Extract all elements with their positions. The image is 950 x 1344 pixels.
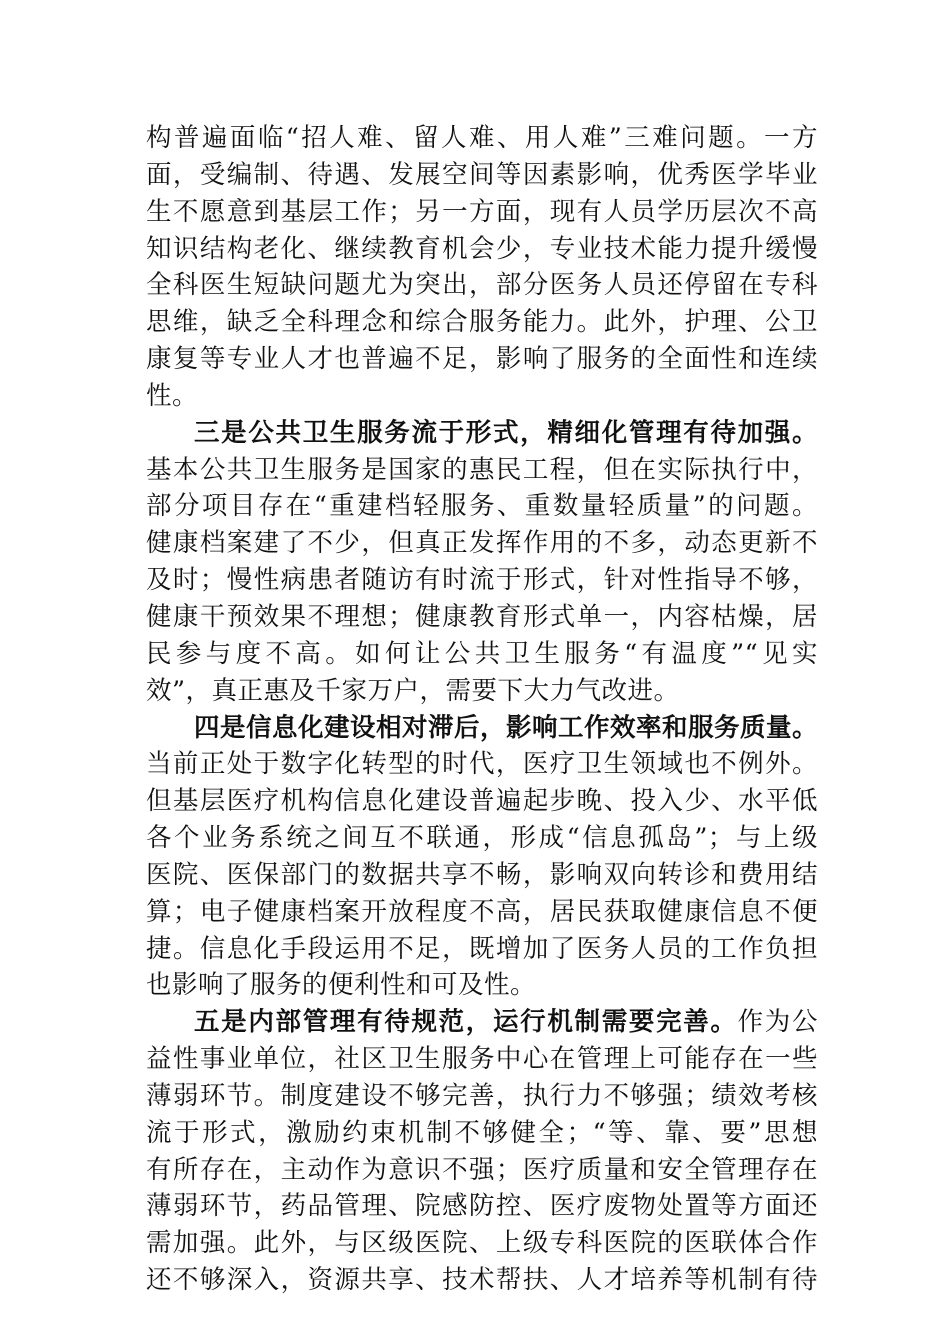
paragraph-line: 算；电子健康档案开放程度不高，居民获取健康信息不便 [146, 896, 818, 927]
paragraph-line: 知识结构老化、继续教育机会少，专业技术能力提升缓慢 [146, 233, 818, 264]
document-page [146, 120, 818, 1299]
paragraph-line: 当前正处于数字化转型的时代，医疗卫生领域也不例外。 [146, 749, 818, 780]
paragraph-line: 民参与度不高。如何让公共卫生服务“有温度”“见实 [146, 638, 818, 669]
section-5-first-line [146, 1004, 818, 1041]
paragraph-line: 效”，真正惠及千家万户，需要下大力气改进。 [146, 675, 680, 706]
paragraph-line: 有所存在，主动作为意识不强；医疗质量和安全管理存在 [146, 1154, 818, 1185]
paragraph-line: 健康档案建了不少，但真正发挥作用的不多，动态更新不 [146, 528, 818, 559]
paragraph-line: 还不够深入，资源共享、技术帮扶、人才培养等机制有待 [146, 1265, 818, 1296]
paragraph-line: 各个业务系统之间互不联通，形成“信息孤岛”；与上级 [146, 823, 818, 854]
paragraph-line: 医院、医保部门的数据共享不畅，影响双向转诊和费用结 [146, 859, 818, 890]
section-5-lead-text: 作为公 [737, 1007, 818, 1038]
paragraph-line: 捷。信息化手段运用不足，既增加了医务人员的工作负担 [146, 933, 818, 964]
section-heading-3: 三是公共卫生服务流于形式，精细化管理有待加强。 [194, 417, 818, 448]
paragraph-line: 构普遍面临“招人难、留人难、用人难”三难问题。一方 [146, 123, 818, 153]
paragraph-line: 部分项目存在“重建档轻服务、重数量轻质量”的问题。 [146, 491, 818, 522]
paragraph-line: 益性事业单位，社区卫生服务中心在管理上可能存在一些 [146, 1044, 818, 1075]
paragraph-line: 全科医生短缺问题尤为突出，部分医务人员还停留在专科 [146, 270, 818, 301]
paragraph-line: 薄弱环节，药品管理、院感防控、医疗废物处置等方面还 [146, 1191, 818, 1222]
paragraph-line: 思维，缺乏全科理念和综合服务能力。此外，护理、公卫 [146, 307, 818, 338]
paragraph-line: 也影响了服务的便利性和可及性。 [146, 970, 537, 1001]
paragraph-line: 流于形式，激励约束机制不够健全；“等、靠、要”思想 [146, 1117, 818, 1148]
paragraph-line: 面，受编制、待遇、发展空间等因素影响，优秀医学毕业 [146, 159, 818, 190]
paragraph-line: 及时；慢性病患者随访有时流于形式，针对性指导不够， [146, 565, 818, 596]
section-heading-5: 五是内部管理有待规范，运行机制需要完善。 [194, 1007, 738, 1038]
paragraph-line: 薄弱环节。制度建设不够完善，执行力不够强；绩效考核 [146, 1080, 818, 1111]
paragraph-line: 基本公共卫生服务是国家的惠民工程，但在实际执行中， [146, 454, 818, 485]
paragraph-line: 性。 [146, 380, 199, 411]
paragraph-line: 需加强。此外，与区级医院、上级专科医院的医联体合作 [146, 1228, 818, 1259]
section-heading-4: 四是信息化建设相对滞后，影响工作效率和服务质量。 [194, 712, 818, 743]
paragraph-line: 生不愿意到基层工作；另一方面，现有人员学历层次不高 [146, 196, 818, 227]
paragraph-line: 但基层医疗机构信息化建设普遍起步晚、投入少、水平低 [146, 786, 818, 817]
paragraph-line: 健康干预效果不理想；健康教育形式单一，内容枯燥，居 [146, 601, 818, 632]
paragraph-line: 康复等专业人才也普遍不足，影响了服务的全面性和连续 [146, 344, 818, 375]
